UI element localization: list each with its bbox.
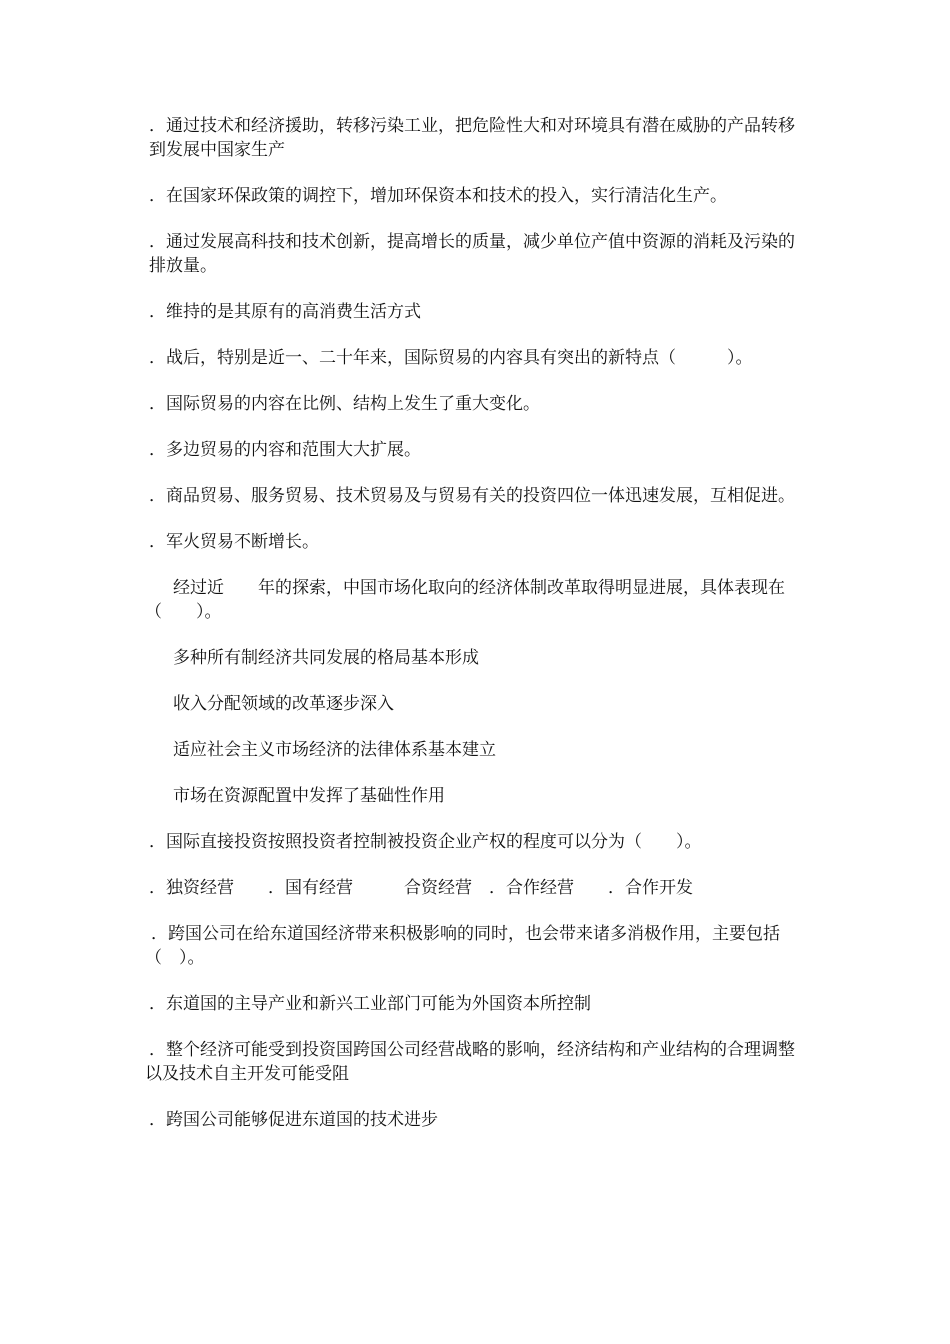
option-line: 适应社会主义市场经济的法律体系基本建立 [173, 740, 496, 760]
question-line: ．跨国公司在给东道国经济带来积极影响的同时，也会带来诸多消极作用，主要包括（ ）。 [145, 924, 780, 968]
option-line: ．国际贸易的内容在比例、结构上发生了重大变化。 [149, 394, 540, 414]
option-line: 收入分配领域的改革逐步深入 [173, 694, 394, 714]
document-page [145, 114, 810, 1132]
option-line: ．通过技术和经济援助，转移污染工业，把危险性大和对环境具有潜在威胁的产品转移到发展中国家生产 [149, 116, 795, 160]
option-line: ．维持的是其原有的高消费生活方式 [149, 302, 421, 322]
option-line: ．多边贸易的内容和范围大大扩展。 [149, 440, 421, 460]
option-line: ．独资经营 ．国有经营 合资经营 ．合作经营 ．合作开发 [149, 878, 693, 898]
option-line: ．跨国公司能够促进东道国的技术进步 [149, 1110, 438, 1130]
option-line: ．商品贸易、服务贸易、技术贸易及与贸易有关的投资四位一体迅速发展，互相促进。 [149, 486, 795, 506]
option-line: ．通过发展高科技和技术创新，提高增长的质量，减少单位产值中资源的消耗及污染的排放量。 [149, 232, 795, 276]
option-line: 市场在资源配置中发挥了基础性作用 [173, 786, 445, 806]
option-line: ．军火贸易不断增长。 [149, 532, 319, 552]
question-line: ．战后，特别是近一、二十年来，国际贸易的内容具有突出的新特点（ ）。 [149, 348, 753, 368]
question-line: ．国际直接投资按照投资者控制被投资企业产权的程度可以分为（ ）。 [149, 832, 702, 852]
option-line: ．整个经济可能受到投资国跨国公司经营战略的影响，经济结构和产业结构的合理调整以及技术自主开发可能受阻 [145, 1040, 795, 1084]
option-line: ．东道国的主导产业和新兴工业部门可能为外国资本所控制 [149, 994, 591, 1014]
option-line: ．在国家环保政策的调控下，增加环保资本和技术的投入，实行清洁化生产。 [149, 186, 727, 206]
question-line: 经过近 年的探索，中国市场化取向的经济体制改革取得明显进展，具体表现在（ ）。 [145, 578, 785, 622]
option-line: 多种所有制经济共同发展的格局基本形成 [173, 648, 479, 668]
